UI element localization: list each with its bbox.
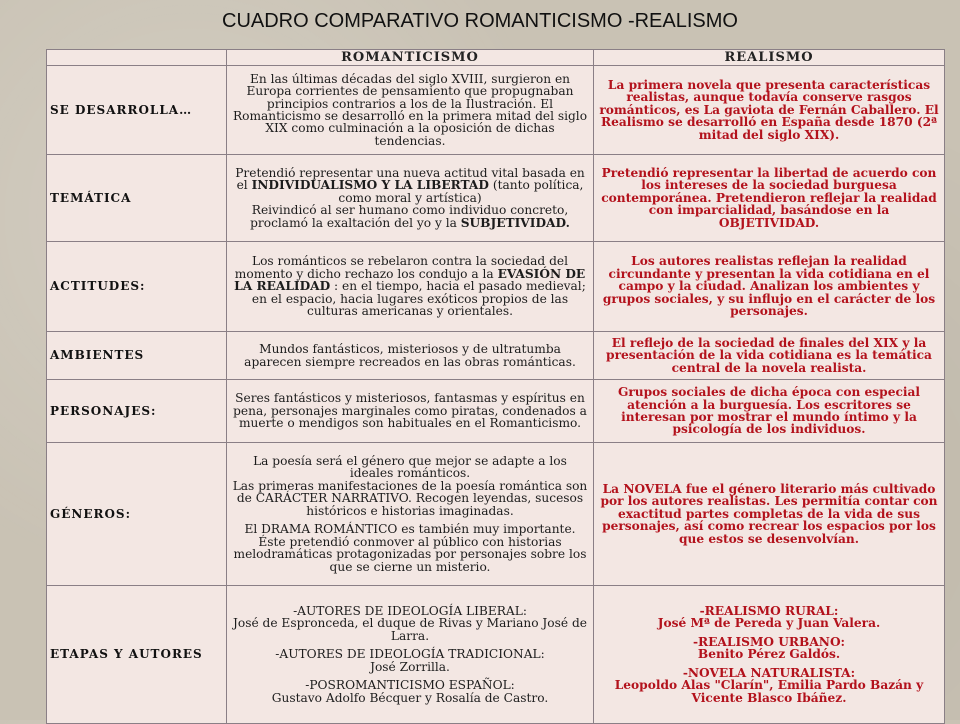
- stage-heading: -REALISMO RURAL:: [699, 603, 839, 618]
- text-run: [230, 204, 590, 229]
- romanticismo-cell: En las últimas décadas del siglo XVIII, surgieron en Europa corrientes de pensamiento que propugnaban principios contrarios a los de la Ilustración. El Romanticismo se desarrolló en la primera mitad del siglo XIX como culminación a la oposición de dichas tendencias.: [227, 66, 594, 155]
- realismo-cell: La NOVELA fue el género literario más cultivado por los autores realistas. Les permitía contar con exactitud partes completas de la vida de sus personajes, así como recrear los espacios por los que estos se desenvolvían.: [594, 443, 945, 586]
- slide-title: CUADRO COMPARATIVO ROMANTICISMO -REALISMO: [222, 10, 738, 32]
- emphasis-text: EVASIÓN DE LA REALIDAD: [234, 266, 586, 294]
- stage-authors: José Zorrilla.: [370, 659, 450, 674]
- row-label-actitudes: ACTITUDES:: [47, 242, 227, 332]
- paragraph: Las primeras manifestaciones de la poesía romántica son de CARÁCTER NARRATIVO. Recogen leyendas, sucesos históricos e historias imaginadas.: [232, 478, 588, 518]
- stage-authors: Gustavo Adolfo Bécquer y Rosalía de Castro.: [271, 690, 549, 705]
- text-run: Los románticos se rebelaron contra la sociedad del momento y dicho rechazo los condujo a la: [234, 254, 569, 281]
- realismo-cell: La primera novela que presenta características realistas, aunque todavía conserve rasgos románticos, es La gaviota de Fernán Caballero. El Realismo se desarrolló en España desde 1870 (2ª mitad del siglo XIX).: [594, 66, 945, 155]
- stage-heading: -AUTORES DE IDEOLOGÍA TRADICIONAL:: [275, 647, 545, 662]
- romanticismo-cell: Mundos fantásticos, misteriosos y de ultratumba aparecen siempre recreados en las obras románticas.: [227, 332, 594, 380]
- comparison-table: [46, 49, 945, 724]
- realismo-cell: El reflejo de la sociedad de finales del XIX y la presentación de la vida cotidiana es la temática central de la novela realista.: [594, 332, 945, 380]
- row-label-etapas-y-autores: ETAPAS Y AUTORES: [47, 586, 227, 724]
- text-run: Reivindicó al ser humano como individuo concreto, proclamó la exaltación del yo y la: [250, 203, 569, 230]
- row-label-generos: GÉNEROS:: [47, 443, 227, 586]
- row-label-se-desarrolla: SE DESARROLLA…: [47, 66, 227, 155]
- stage-heading: -REALISMO URBANO:: [692, 634, 846, 649]
- romanticismo-cell: Seres fantásticos y misteriosos, fantasmas y espíritus en pena, personajes marginales como piratas, condenados a muerte o mendigos son habituales en el Romanticismo.: [227, 380, 594, 443]
- row-label-personajes: PERSONAJES:: [47, 380, 227, 443]
- text-run: (tanto política, como moral y artística): [338, 178, 584, 205]
- stage-heading: -POSROMANTICISMO ESPAÑOL:: [305, 678, 515, 693]
- realismo-cell: [594, 586, 945, 724]
- header-realismo: REALISMO: [594, 50, 945, 66]
- table-row: [47, 586, 945, 724]
- table-row: [47, 242, 945, 332]
- header-empty-cell: [47, 50, 227, 66]
- table-row: [47, 443, 945, 586]
- row-label-tematica: TEMÁTICA: [47, 155, 227, 242]
- text-run: Pretendió representar una nueva actitud vital basada en el: [235, 165, 585, 193]
- romanticismo-cell: [227, 155, 594, 242]
- text-run: : en el tiempo, hacia el pasado medieval; en el espacio, hacia lugares exóticos propios de las culturas americanas y orientales.: [251, 279, 586, 319]
- realismo-cell: Los autores realistas reflejan la realidad circundante y presentan la vida cotidiana en el campo y la ciudad. Analizan los ambientes y grupos sociales, y su influjo en el carácter de los personajes.: [594, 242, 945, 332]
- stage-heading: -AUTORES DE IDEOLOGÍA LIBERAL:: [293, 603, 527, 618]
- row-label-ambientes: AMBIENTES: [47, 332, 227, 380]
- realismo-cell: Pretendió representar la libertad de acuerdo con los intereses de la sociedad burguesa contemporánea. Pretendieron reflejar la realidad con imparcialidad, basándose en la OBJETIVIDAD.: [594, 155, 945, 242]
- table-row: [47, 332, 945, 380]
- emphasis-text: SUBJETIVIDAD.: [460, 215, 570, 230]
- stage-authors: José de Espronceda, el duque de Rivas y Mariano José de Larra.: [232, 616, 588, 643]
- paragraph: La poesía será el género que mejor se adapte a los ideales románticos.: [253, 454, 567, 481]
- realismo-cell: Grupos sociales de dicha época con especial atención a la burguesía. Los escritores se interesan por mostrar el mundo íntimo y la psicología de los individuos.: [594, 380, 945, 443]
- paragraph: El DRAMA ROMÁNTICO es también muy importante. Éste pretendió conmover al público con historias melodramáticas protagonizadas por personajes sobre los que se cierne un misterio.: [233, 522, 587, 574]
- header-romanticismo: ROMANTICISMO: [227, 50, 594, 66]
- romanticismo-cell: [227, 586, 594, 724]
- table-row: [47, 380, 945, 443]
- table-row: [47, 66, 945, 155]
- stage-authors: José Mª de Pereda y Juan Valera.: [657, 616, 881, 631]
- emphasis-text: INDIVIDUALISMO Y LA LIBERTAD: [251, 178, 489, 193]
- stage-heading: -NOVELA NATURALISTA:: [682, 665, 856, 680]
- stage-authors: Benito Pérez Galdós.: [697, 647, 841, 662]
- romanticismo-cell: [227, 242, 594, 332]
- romanticismo-cell: [227, 443, 594, 586]
- table-row: [47, 155, 945, 242]
- header-row: [47, 50, 945, 66]
- stage-authors: Leopoldo Alas "Clarín", Emilia Pardo Bazán y Vicente Blasco Ibáñez.: [614, 678, 924, 705]
